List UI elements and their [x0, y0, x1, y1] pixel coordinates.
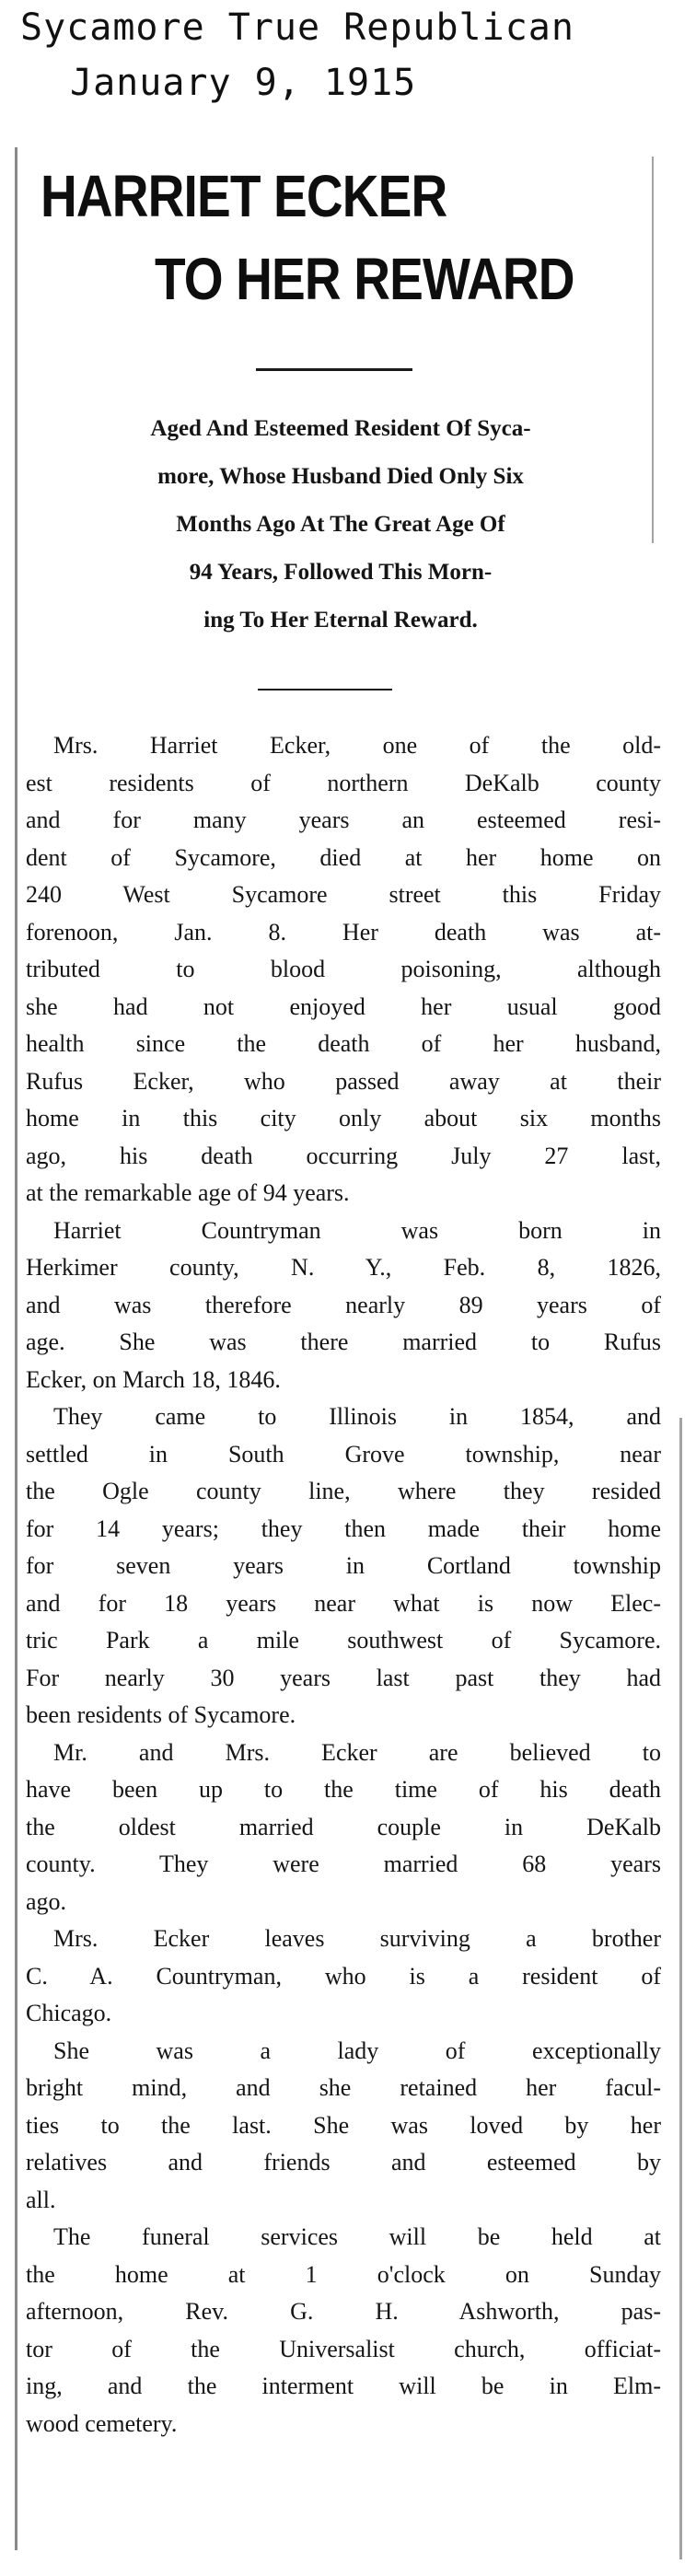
article-line: the home at 1 o'clock on Sunday: [26, 2260, 661, 2288]
article-line: and was therefore nearly 89 years of: [26, 1291, 661, 1318]
article-line: home in this city only about six months: [26, 1105, 661, 1131]
article-line: county. They were married 68 years: [26, 1851, 661, 1877]
article-line: tributed to blood poisoning, although: [26, 956, 661, 982]
publication-name: Sycamore True Republican: [20, 6, 574, 49]
article-line: at the remarkable age of 94 years.: [26, 1179, 350, 1206]
deck-line: 94 Years, Followed This Morn-: [189, 560, 493, 585]
article-line: For nearly 30 years last past they had: [26, 1664, 661, 1691]
article-line: health since the death of her husband,: [26, 1030, 661, 1057]
article-line: est residents of northern DeKalb county: [26, 769, 661, 796]
article-line: dent of Sycamore, died at her home on: [26, 843, 661, 871]
article-line: and for 18 years near what is now Elec-: [26, 1589, 661, 1617]
publication-date: January 9, 1915: [70, 62, 417, 104]
deck-line: more, Whose Husband Died Only Six: [157, 464, 524, 489]
article-line: Mrs. Ecker leaves surviving a brother: [53, 1925, 661, 1952]
article-line: tor of the Universalist church, officiat-: [26, 2335, 661, 2362]
article-line: settled in South Grove township, near: [26, 1440, 661, 1468]
article-line: Mrs. Harriet Ecker, one of the old-: [53, 732, 661, 759]
article-line: relatives and friends and esteemed by: [26, 2149, 661, 2176]
article-line: ing, and the interment will be in Elm-: [26, 2373, 661, 2399]
article-line: have been up to the time of his death: [26, 1776, 661, 1803]
article-line: been residents of Sycamore.: [26, 1701, 296, 1728]
deck-divider: [258, 689, 392, 690]
article-line: bright mind, and she retained her facul-: [26, 2074, 661, 2101]
headline-line-2: TO HER REWARD: [155, 246, 574, 312]
deck-line: Aged And Esteemed Resident Of Syca-: [150, 416, 531, 441]
headline-line-1: HARRIET ECKER: [41, 163, 447, 229]
article-line: all.: [26, 2186, 56, 2213]
column-rule-left: [15, 147, 17, 2550]
article-line: C. A. Countryman, who is a resident of: [26, 1962, 661, 1990]
article-line: Chicago.: [26, 2000, 112, 2026]
subheadline-deck: [28, 405, 654, 644]
article-line: for seven years in Cortland township: [26, 1552, 661, 1579]
article-line: She was a lady of exceptionally: [53, 2036, 661, 2064]
article-line: and for many years an esteemed resi-: [26, 806, 661, 833]
article-line: the Ogle county line, where they resided: [26, 1478, 661, 1504]
article-line: Mr. and Mrs. Ecker are believed to: [53, 1738, 661, 1766]
article-line: The funeral services will be held at: [53, 2223, 661, 2250]
article-line: the oldest married couple in DeKalb: [26, 1813, 661, 1840]
article-line: ties to the last. She was loved by her: [26, 2111, 661, 2139]
article-line: tric Park a mile southwest of Sycamore.: [26, 1627, 661, 1654]
article-line: she had not enjoyed her usual good: [26, 992, 661, 1020]
article-line: Ecker, on March 18, 1846.: [26, 1365, 281, 1393]
article-line: ago, his death occurring July 27 last,: [26, 1142, 661, 1169]
article-line: forenoon, Jan. 8. Her death was at-: [26, 918, 661, 946]
article-line: age. She was there married to Rufus: [26, 1329, 661, 1355]
article-line: Herkimer county, N. Y., Feb. 8, 1826,: [26, 1254, 661, 1281]
article-line: They came to Illinois in 1854, and: [53, 1403, 661, 1430]
article-line: ago.: [26, 1887, 67, 1915]
deck-line: ing To Her Eternal Reward.: [203, 608, 478, 632]
article-line: 240 West Sycamore street this Friday: [26, 881, 661, 908]
deck-line: Months Ago At The Great Age Of: [176, 512, 505, 537]
article-line: for 14 years; they then made their home: [26, 1514, 661, 1542]
article-line: Harriet Countryman was born in: [53, 1216, 661, 1244]
article-line: Rufus Ecker, who passed away at their: [26, 1067, 661, 1095]
article-line: wood cemetery.: [26, 2409, 178, 2437]
article-body: [26, 727, 661, 2443]
column-rule-right-lower: [679, 1418, 682, 2559]
article-line: afternoon, Rev. G. H. Ashworth, pas-: [26, 2298, 661, 2325]
headline-divider: [256, 368, 412, 371]
